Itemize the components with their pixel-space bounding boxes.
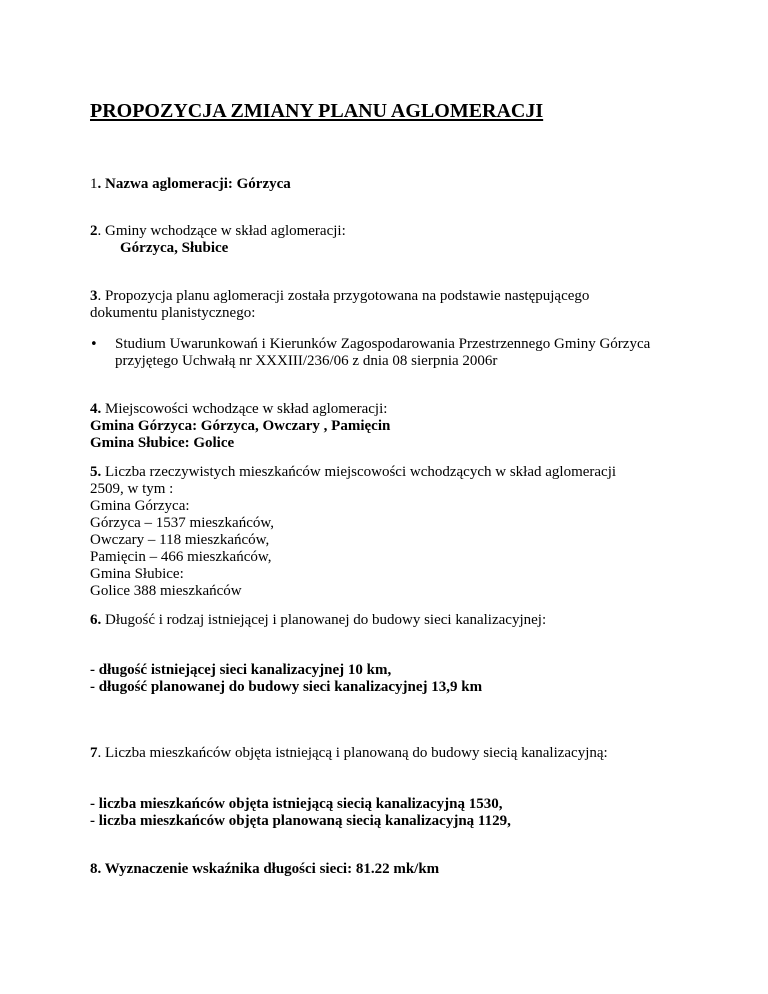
section-3 xyxy=(90,288,589,322)
bullet-text-line-2: przyjętego Uchwałą nr XXXIII/236/06 z dnia 08 sierpnia 2006r xyxy=(115,353,498,369)
section-6-line-1: - długość istniejącej sieci kanalizacyjnej 10 km, xyxy=(90,662,392,678)
page-title: PROPOZYCJA ZMIANY PLANU AGLOMERACJI xyxy=(90,100,544,122)
section-8-text: 8. Wyznaczenie wskaźnika długości sieci: 81.22 mk/km xyxy=(90,861,440,877)
section-5-number: 5. xyxy=(90,464,102,480)
section-4-line-2: Gmina Górzyca: Górzyca, Owczary , Pamięcin xyxy=(90,418,391,434)
section-5-line: Górzyca – 1537 mieszkańców, xyxy=(90,515,274,531)
section-2-label: . Gminy wchodzące w skład aglomeracji: xyxy=(97,223,346,239)
section-7-label: . Liczba mieszkańców objęta istniejącą i planowaną do budowy siecią kanalizacyjną: xyxy=(97,745,608,761)
section-3-number: 3 xyxy=(90,288,98,304)
section-2 xyxy=(90,223,346,257)
section-6-label: Długość i rodzaj istniejącej i planowanej do budowy sieci kanalizacyjnej: xyxy=(101,612,547,628)
section-5-line: 2509, w tym : xyxy=(90,481,174,497)
section-5-line: Gmina Górzyca: xyxy=(90,498,190,514)
section-2-value: Górzyca, Słubice xyxy=(120,240,229,256)
section-3-line-1: . Propozycja planu aglomeracji została przygotowana na podstawie następującego xyxy=(97,288,590,304)
section-7-line-2: - liczba mieszkańców objęta planowaną siecią kanalizacyjną 1129, xyxy=(90,813,511,829)
section-1-number: 1 xyxy=(90,176,98,192)
section-5-line: Pamięcin – 466 mieszkańców, xyxy=(90,549,272,565)
section-4-label: Miejscowości wchodzące w skład aglomeracji: xyxy=(101,401,388,417)
section-6 xyxy=(90,612,546,629)
section-3-line-2: dokumentu planistycznego: xyxy=(90,305,256,321)
section-6-line-2: - długość planowanej do budowy sieci kanalizacyjnej 13,9 km xyxy=(90,679,483,695)
section-6-number: 6. xyxy=(90,612,102,628)
section-2-number: 2 xyxy=(90,223,98,239)
section-4 xyxy=(90,401,390,452)
section-7-details xyxy=(90,796,511,830)
section-5-line: Gmina Słubice: xyxy=(90,566,184,582)
section-7-number: 7 xyxy=(90,745,98,761)
section-1-label: . Nazwa aglomeracji: Górzyca xyxy=(97,176,291,192)
section-5 xyxy=(90,464,616,600)
section-7 xyxy=(90,745,608,762)
section-5-line: Owczary – 118 mieszkańców, xyxy=(90,532,270,548)
bullet-text-line-1: Studium Uwarunkowań i Kierunków Zagospodarowania Przestrzennego Gminy Górzyca xyxy=(115,336,651,352)
section-8 xyxy=(90,861,439,878)
section-5-line: Golice 388 mieszkańców xyxy=(90,583,242,599)
section-4-line-3: Gmina Słubice: Golice xyxy=(90,435,235,451)
section-4-number: 4. xyxy=(90,401,102,417)
section-6-details xyxy=(90,662,482,696)
section-5-label: Liczba rzeczywistych mieszkańców miejscowości wchodzących w skład aglomeracji xyxy=(101,464,617,480)
bullet-icon: • xyxy=(90,337,98,352)
section-1 xyxy=(90,176,291,193)
section-7-line-1: - liczba mieszkańców objęta istniejącą siecią kanalizacyjną 1530, xyxy=(90,796,503,812)
